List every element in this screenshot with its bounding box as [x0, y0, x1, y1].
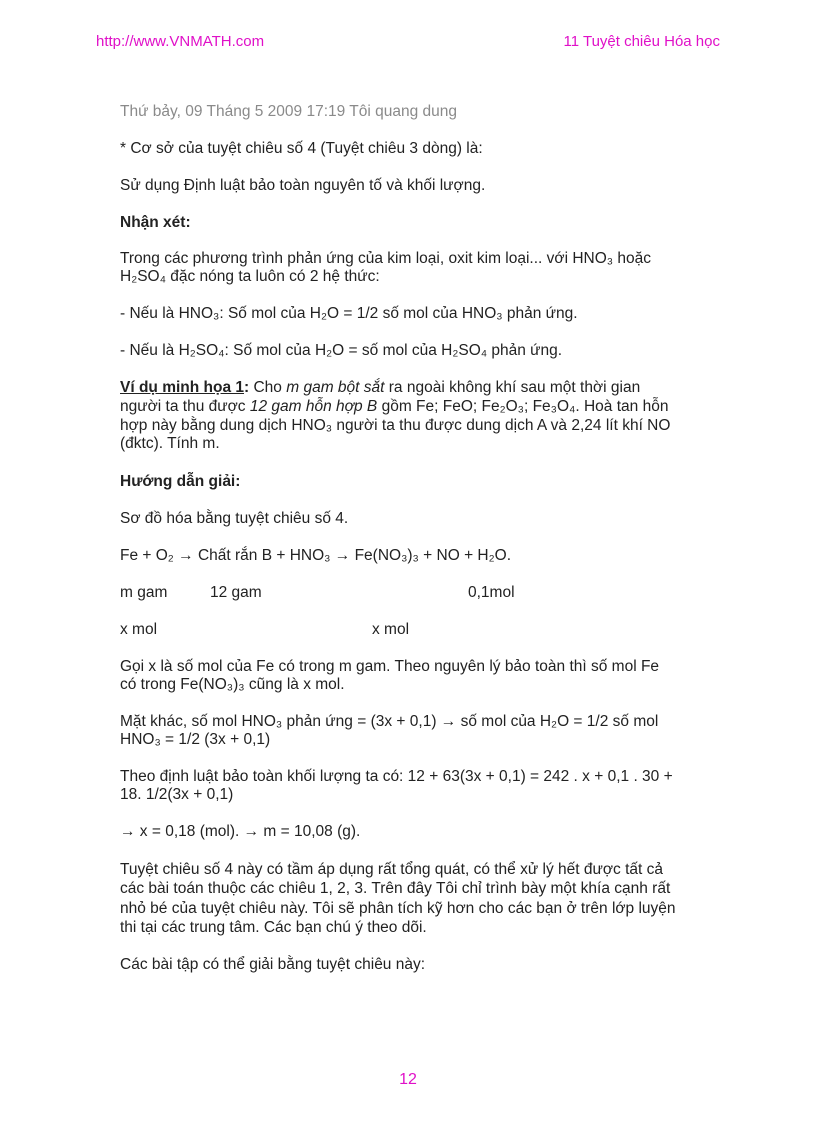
text-line: HNO₃ = 1/2 (3x + 0,1)	[120, 731, 271, 749]
exercises-line: Các bài tập có thể giải bằng tuyệt chiêu này:	[120, 956, 426, 974]
example-text: ra ngoài không khí sau một thời gian	[384, 379, 641, 396]
text-line: Tuyệt chiêu số 4 này có tầm áp dụng rất tổng quát, có thể xử lý hết được tất cả	[120, 861, 664, 879]
intro-line: * Cơ sở của tuyệt chiêu số 4 (Tuyệt chiêu 3 dòng) là:	[120, 140, 483, 157]
remark-line-1: Trong các phương trình phản ứng của kim loại, oxit kim loại... với HNO₃ hoặc	[120, 250, 651, 267]
quantity-row-1	[120, 584, 700, 602]
quantity-cell: 0,1mol	[468, 584, 515, 602]
text-line: các bài toán thuộc các chiêu 1, 2, 3. Trên đây Tôi chỉ trình bày một khía cạnh rất	[120, 880, 671, 898]
scheme-intro: Sơ đồ hóa bằng tuyệt chiêu số 4.	[120, 510, 349, 528]
example-italic-mass: m gam bột sắt	[286, 379, 385, 396]
text-line: thi tại các trung tâm. Các bạn chú ý theo dõi.	[120, 919, 427, 937]
quantity-cell: 12 gam	[210, 584, 262, 602]
remark-line-2: H₂SO₄ đặc nóng ta luôn có 2 hệ thức:	[120, 268, 380, 285]
example-line-3: hợp này bằng dung dịch HNO₃ người ta thu được dung dịch A và 2,24 lít khí NO	[120, 416, 671, 434]
example-line-2	[120, 398, 700, 417]
example-text: gồm Fe; FeO; Fe₂O₃; Fe₃O₄. Hoà tan hỗn	[377, 397, 669, 415]
rule-h2so4: - Nếu là H₂SO₄: Số mol của H₂O = số mol của H₂SO₄ phản ứng.	[120, 342, 563, 359]
quantity-cell: x mol	[120, 621, 158, 639]
example-paragraph	[120, 379, 700, 454]
example-line-4: (đktc). Tính m.	[120, 435, 220, 453]
example-text: người ta thu được	[120, 397, 250, 415]
result-line: → x = 0,18 (mol). → m = 10,08 (g).	[120, 823, 361, 841]
solution-paragraph-1	[120, 658, 700, 694]
solution-paragraph-2	[120, 713, 700, 749]
text-line: Theo định luật bảo toàn khối lượng ta có: 12 + 63(3x + 0,1) = 242 . x + 0,1 . 30 +	[120, 768, 673, 786]
example-italic-mixture: 12 gam hỗn hợp B	[249, 397, 378, 415]
example-text: Cho	[253, 379, 287, 396]
text-line: nhỏ bé của tuyệt chiêu này. Tôi sẽ phân tích kỹ hơn cho các bạn ở trên lớp luyện	[120, 899, 676, 917]
closing-paragraph	[120, 860, 700, 937]
quantity-cell: m gam	[120, 584, 168, 602]
remark-paragraph	[120, 250, 700, 286]
text-line: có trong Fe(NO₃)₃ cũng là x mol.	[120, 676, 345, 694]
header-url[interactable]: http://www.VNMATH.com	[96, 33, 265, 50]
rule-hno3: - Nếu là HNO₃: Số mol của H₂O = 1/2 số mol của HNO₃ phản ứng.	[120, 305, 578, 322]
quantity-cell: x mol	[372, 621, 410, 639]
example-label: Ví dụ minh họa 1	[120, 379, 245, 396]
remark-heading: Nhận xét:	[120, 214, 191, 231]
document-body	[120, 103, 700, 974]
reaction-line: Fe + O₂ → Chất rắn B + HNO₃ → Fe(NO₃)₃ + NO + H₂O.	[120, 547, 512, 565]
basis-line: Sử dụng Định luật bảo toàn nguyên tố và khối lượng.	[120, 177, 486, 194]
example-colon: :	[244, 379, 254, 396]
page-number: 12	[399, 1071, 417, 1088]
guide-heading: Hướng dẫn giải:	[120, 473, 241, 491]
header-title: 11 Tuyệt chiêu Hóa học	[563, 33, 720, 50]
text-line: 18. 1/2(3x + 0,1)	[120, 786, 234, 804]
post-meta: Thứ bảy, 09 Tháng 5 2009 17:19 Tôi quang dung	[120, 103, 458, 120]
text-line: Mặt khác, số mol HNO₃ phản ứng = (3x + 0,1) → số mol của H₂O = 1/2 số mol	[120, 713, 659, 731]
solution-paragraph-3	[120, 768, 700, 804]
text-line: Gọi x là số mol của Fe có trong m gam. Theo nguyên lý bảo toàn thì số mol Fe	[120, 658, 660, 676]
example-line-1	[120, 379, 700, 398]
quantity-row-2	[120, 621, 700, 639]
